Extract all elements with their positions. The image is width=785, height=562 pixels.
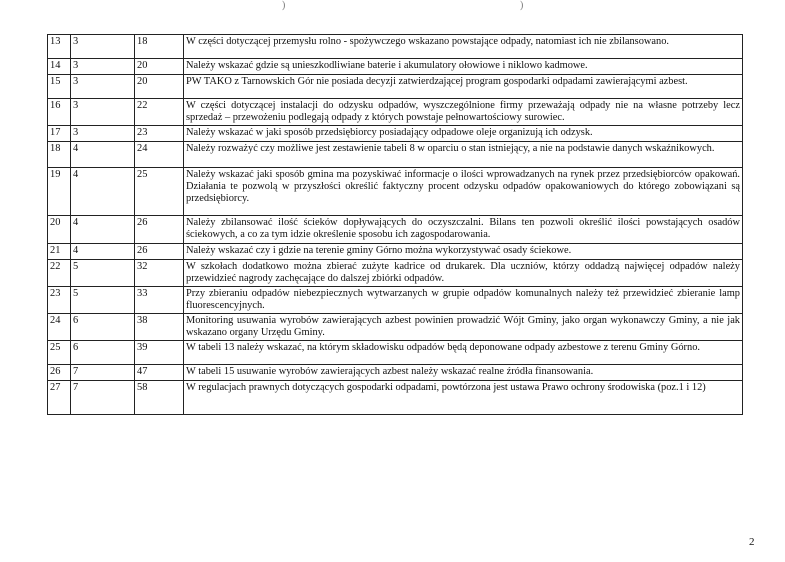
- row-chapter: 3: [71, 35, 135, 59]
- table-row: [48, 244, 743, 260]
- row-chapter: 3: [71, 59, 135, 75]
- row-page: 32: [135, 260, 184, 287]
- row-number: 17: [48, 126, 71, 142]
- table-row: [48, 168, 743, 216]
- row-page: 20: [135, 75, 184, 99]
- row-page: 23: [135, 126, 184, 142]
- row-page: 26: [135, 216, 184, 244]
- row-chapter: 4: [71, 142, 135, 168]
- row-page: 24: [135, 142, 184, 168]
- row-chapter: 5: [71, 260, 135, 287]
- row-remark: Należy wskazać gdzie są unieszkodliwiane baterie i akumulatory ołowiowe i niklowo kadmowe.: [184, 59, 743, 75]
- table-row: [48, 59, 743, 75]
- row-page: 18: [135, 35, 184, 59]
- row-page: 22: [135, 99, 184, 126]
- table-row: [48, 99, 743, 126]
- row-remark: W części dotyczącej przemysłu rolno - spożywczego wskazano powstające odpady, natomiast ich nie zbilansowano.: [184, 35, 743, 59]
- row-chapter: 4: [71, 168, 135, 216]
- row-number: 16: [48, 99, 71, 126]
- remarks-table: [47, 34, 743, 415]
- scan-mark-right: ): [520, 0, 524, 11]
- row-remark: W części dotyczącej instalacji do odzysku odpadów, wyszczególnione firmy przeważają odpady nie na własne potrzeby lecz sprzedaż – przewożeniu podlegają odpady z których powstaje pełnowartościowy surowiec.: [184, 99, 743, 126]
- row-remark: Monitoring usuwania wyrobów zawierających azbest powinien prowadzić Wójt Gminy, jako organ wykonawczy Gminy, a nie jak wskazano organy Urzędu Gminy.: [184, 314, 743, 341]
- row-chapter: 3: [71, 126, 135, 142]
- table-row: [48, 126, 743, 142]
- row-chapter: 7: [71, 381, 135, 415]
- row-number: 21: [48, 244, 71, 260]
- row-number: 27: [48, 381, 71, 415]
- row-page: 38: [135, 314, 184, 341]
- row-number: 14: [48, 59, 71, 75]
- row-page: 39: [135, 341, 184, 365]
- row-chapter: 6: [71, 314, 135, 341]
- row-page: 47: [135, 365, 184, 381]
- row-page: 20: [135, 59, 184, 75]
- row-remark: Należy wskazać w jaki sposób przedsiębiorcy posiadający odpadowe oleje organizują ich odzysk.: [184, 126, 743, 142]
- table-row: [48, 365, 743, 381]
- row-remark: W tabeli 15 usuwanie wyrobów zawierających azbest należy wskazać realne źródła finansowania.: [184, 365, 743, 381]
- row-remark: W tabeli 13 należy wskazać, na którym składowisku odpadów będą deponowane odpady azbestowe z terenu Gminy Górno.: [184, 341, 743, 365]
- table-row: [48, 142, 743, 168]
- row-number: 19: [48, 168, 71, 216]
- row-chapter: 4: [71, 216, 135, 244]
- row-remark: Przy zbieraniu odpadów niebezpiecznych wytwarzanych w grupie odpadów komunalnych należy też przewidzieć zbieranie lamp fluorescencyjnych.: [184, 287, 743, 314]
- row-chapter: 3: [71, 99, 135, 126]
- row-remark: W regulacjach prawnych dotyczących gospodarki odpadami, powtórzona jest ustawa Prawo ochrony środowiska (poz.1 i 12): [184, 381, 743, 415]
- row-chapter: 3: [71, 75, 135, 99]
- row-number: 26: [48, 365, 71, 381]
- scan-mark-left: ): [282, 0, 286, 11]
- table-row: [48, 314, 743, 341]
- table-row: [48, 75, 743, 99]
- row-number: 22: [48, 260, 71, 287]
- table-row: [48, 341, 743, 365]
- row-number: 20: [48, 216, 71, 244]
- row-number: 18: [48, 142, 71, 168]
- row-chapter: 7: [71, 365, 135, 381]
- row-remark: PW TAKO z Tarnowskich Gór nie posiada decyzji zatwierdzającej program gospodarki odpadami zawierającymi azbest.: [184, 75, 743, 99]
- table-row: [48, 260, 743, 287]
- row-number: 25: [48, 341, 71, 365]
- row-remark: Należy wskazać czy i gdzie na terenie gminy Górno można wykorzystywać osady ściekowe.: [184, 244, 743, 260]
- row-page: 25: [135, 168, 184, 216]
- table-row: [48, 381, 743, 415]
- row-remark: Należy rozważyć czy możliwe jest zestawienie tabeli 8 w oparciu o stan istniejący, a nie na podstawie danych wskaźnikowych.: [184, 142, 743, 168]
- row-remark: Należy wskazać jaki sposób gmina ma pozyskiwać informacje o ilości wprowadzanych na rynek przez przedsiębiorców opakowań. Działania te pozwolą w przyszłości określić faktyczny procent odzysku odpadów opakowaniowych do którego zobowiązani są przedsiębiorcy.: [184, 168, 743, 216]
- row-number: 13: [48, 35, 71, 59]
- table-row: [48, 216, 743, 244]
- row-number: 24: [48, 314, 71, 341]
- row-remark: Należy zbilansować ilość ścieków dopływających do oczyszczalni. Bilans ten pozwoli określić ilości powstających osadów ściekowych, a co za tym idzie określenie sposobu ich zagospodarowania.: [184, 216, 743, 244]
- table-row: [48, 35, 743, 59]
- row-remark: W szkołach dodatkowo można zbierać zużyte kadrice od drukarek. Dla uczniów, którzy oddadzą najwięcej odpadów należy przewidzieć nagrody zachęcające do dalszej zbiórki odpadów.: [184, 260, 743, 287]
- page-number: 2: [749, 536, 755, 548]
- row-page: 33: [135, 287, 184, 314]
- table-row: [48, 287, 743, 314]
- remarks-table-body: [48, 35, 743, 415]
- row-page: 58: [135, 381, 184, 415]
- row-number: 15: [48, 75, 71, 99]
- row-number: 23: [48, 287, 71, 314]
- row-chapter: 4: [71, 244, 135, 260]
- row-chapter: 6: [71, 341, 135, 365]
- row-chapter: 5: [71, 287, 135, 314]
- row-page: 26: [135, 244, 184, 260]
